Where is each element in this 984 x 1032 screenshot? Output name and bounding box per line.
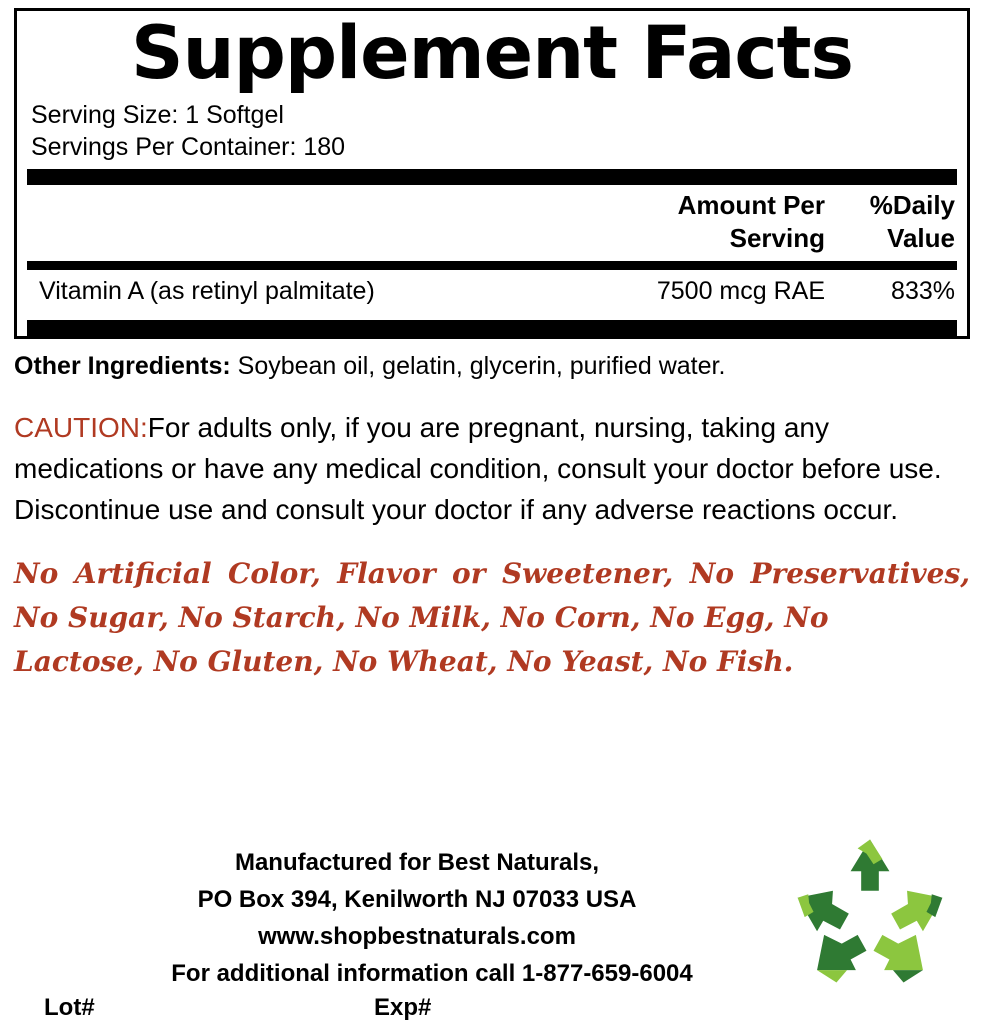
recycle-icon [780,836,960,986]
footer [14,844,970,1024]
other-ingredients [14,351,970,381]
nutrient-daily-value: 833% [891,277,955,305]
header-amount-per-serving: Amount Per Serving [677,190,825,253]
caution-label: CAUTION: [14,412,148,443]
lot-label: Lot# [44,994,95,1021]
supplement-facts-panel [14,8,970,339]
lot-exp-row [14,992,970,1024]
table-row [27,270,957,314]
other-ingredients-label: Other Ingredients: [14,352,231,380]
claims-line-1: No Artificial Color, Flavor or Sweetener, No Preservatives, [14,557,970,590]
serving-size: Serving Size: 1 Softgel [31,101,284,129]
divider-under-header [27,261,957,270]
free-from-claims [14,552,970,684]
caution-statement [14,407,970,530]
phone-line: For additional information call 1-877-659-6004 [171,960,693,987]
servings-per-container: Servings Per Container: 180 [31,133,346,161]
manufactured-for: Manufactured for Best Naturals, [234,849,600,876]
other-ingredients-text: Soybean oil, gelatin, glycerin, purified water. [237,352,726,380]
header-daily-value: %Daily Value [869,190,955,253]
exp-label: Exp# [374,994,432,1021]
caution-text: For adults only, if you are pregnant, nursing, taking any medications or have any medical condition, consult your doctor before use. Discontinue use and consult your doctor if any adverse reactions occur. [14,412,942,525]
website: www.shopbestnaturals.com [258,923,576,950]
claims-line-3: Lactose, No Gluten, No Wheat, No Yeast, No Fish. [14,645,794,678]
supplement-label [0,8,984,1032]
claims-line-2: No Sugar, No Starch, No Milk, No Corn, No Egg, No [14,601,829,634]
divider-thick-top [27,169,957,185]
nutrient-amount: 7500 mcg RAE [656,277,825,305]
address: PO Box 394, Kenilworth NJ 07033 USA [197,886,637,913]
page-title: Supplement Facts [131,11,853,96]
nutrient-name: Vitamin A (as retinyl palmitate) [39,277,375,305]
divider-thick-bottom [27,320,957,336]
table-header-row [27,185,957,261]
